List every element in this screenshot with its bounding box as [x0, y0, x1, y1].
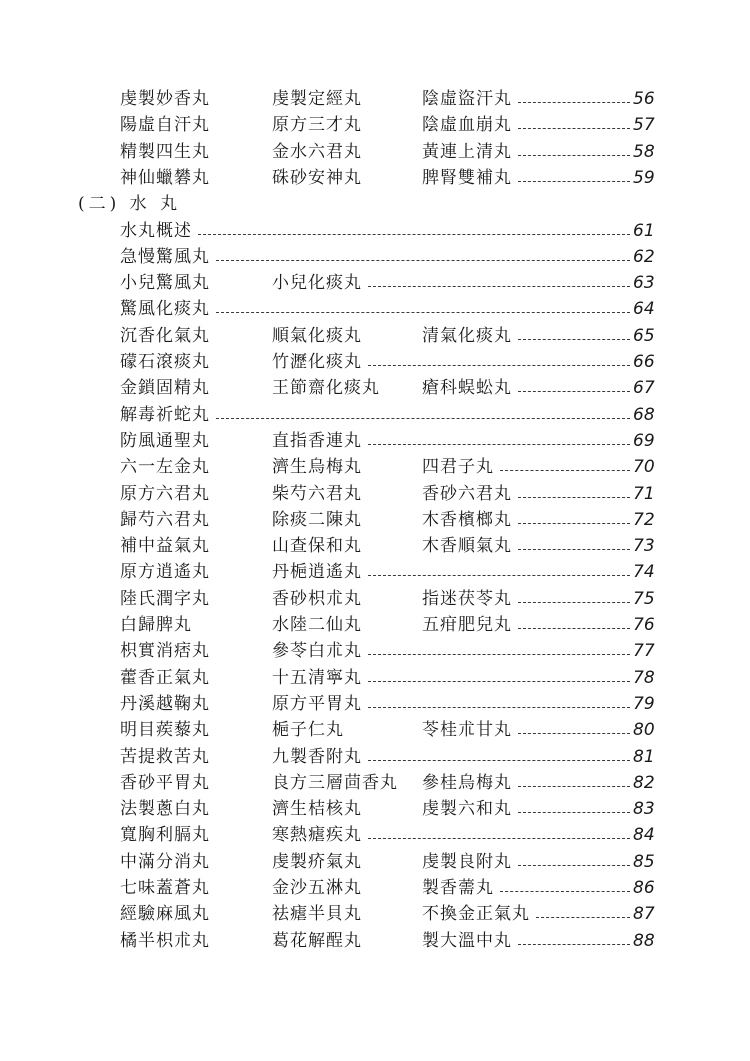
dot-leader — [518, 944, 630, 945]
toc-entry: 枳實消痞丸 — [120, 641, 210, 661]
toc-row — [0, 822, 750, 848]
toc-entry: 丹溪越鞠丸 — [120, 694, 210, 714]
toc-row — [0, 270, 750, 296]
toc-entry: 六一左金丸 — [120, 457, 210, 477]
dot-leader — [500, 470, 630, 471]
toc-entry: 白歸脾丸 — [120, 615, 192, 635]
toc-entry: 寬胸利膈丸 — [120, 825, 210, 845]
dot-leader — [368, 444, 630, 445]
toc-entry: 虔製定經丸 — [272, 89, 362, 109]
dot-leader — [518, 628, 630, 629]
page-number: 59 — [633, 168, 655, 188]
toc-row — [0, 612, 750, 638]
toc-row — [0, 112, 750, 138]
page-number: 83 — [633, 799, 655, 819]
toc-entry: 金鎖固精丸 — [120, 378, 210, 398]
toc-entry: 山查保和丸 — [272, 536, 362, 556]
toc-entry: 金水六君丸 — [272, 142, 362, 162]
toc-row — [0, 901, 750, 927]
page-number: 76 — [633, 615, 655, 635]
toc-entry: 精製四生丸 — [120, 142, 210, 162]
dot-leader — [518, 549, 630, 550]
toc-entry: 黃連上清丸 — [422, 142, 512, 162]
toc-row — [0, 218, 750, 244]
page-number: 61 — [633, 221, 655, 241]
page-number: 85 — [633, 852, 655, 872]
page-number: 75 — [633, 589, 655, 609]
dot-leader — [518, 497, 630, 498]
toc-entry: 原方逍遙丸 — [120, 562, 210, 582]
dot-leader — [198, 234, 630, 235]
page-number: 71 — [633, 484, 655, 504]
toc-entry: 不換金正氣丸 — [422, 904, 530, 924]
toc-row — [0, 638, 750, 664]
toc-entry: 中滿分消丸 — [120, 852, 210, 872]
page-number: 65 — [633, 326, 655, 346]
toc-entry: 虔製疥氣丸 — [272, 852, 362, 872]
toc-entry: 參苓白朮丸 — [272, 641, 362, 661]
dot-leader — [368, 365, 630, 366]
page-number: 58 — [633, 142, 655, 162]
toc-entry: 清氣化痰丸 — [422, 326, 512, 346]
dot-leader — [216, 260, 630, 261]
dot-leader — [216, 418, 630, 419]
toc-entry: 直指香連丸 — [272, 431, 362, 451]
toc-entry: 七味蓋蒼丸 — [120, 878, 210, 898]
toc-entry: 順氣化痰丸 — [272, 326, 362, 346]
toc-entry: 沉香化氣丸 — [120, 326, 210, 346]
toc-entry: 葛花解酲丸 — [272, 931, 362, 951]
dot-leader — [518, 733, 630, 734]
page-number: 64 — [633, 299, 655, 319]
toc-row — [0, 744, 750, 770]
toc-row — [0, 507, 750, 533]
page-number: 80 — [633, 720, 655, 740]
dot-leader — [518, 155, 630, 156]
toc-entry: 丹梔逍遙丸 — [272, 562, 362, 582]
toc-entry: 陸氏潤字丸 — [120, 589, 210, 609]
toc-entry: 香砂六君丸 — [422, 484, 512, 504]
toc-entry: 陽虛自汗丸 — [120, 115, 210, 135]
toc-row — [0, 928, 750, 954]
toc-entry: 歸芍六君丸 — [120, 510, 210, 530]
toc-row — [0, 86, 750, 112]
dot-leader — [518, 602, 630, 603]
toc-entry: 寒熱瘧疾丸 — [272, 825, 362, 845]
toc-entry: 香砂平胃丸 — [120, 773, 210, 793]
toc-entry: 水丸概述 — [120, 221, 192, 241]
page-number: 73 — [633, 536, 655, 556]
toc-entry: 補中益氣丸 — [120, 536, 210, 556]
dot-leader — [518, 339, 630, 340]
dot-leader — [368, 760, 630, 761]
toc-entry: 虔製六和丸 — [422, 799, 512, 819]
page-number: 88 — [633, 931, 655, 951]
toc-entry: 金沙五淋丸 — [272, 878, 362, 898]
toc-row — [0, 244, 750, 270]
toc-entry: 瘡科蜈蚣丸 — [422, 378, 512, 398]
dot-leader — [536, 917, 630, 918]
toc-row — [0, 454, 750, 480]
toc-entry: 硃砂安神丸 — [272, 168, 362, 188]
toc-row — [0, 296, 750, 322]
dot-leader — [518, 812, 630, 813]
toc-entry: 五疳肥兒丸 — [422, 615, 512, 635]
toc-row — [0, 796, 750, 822]
toc-entry: 苦提救苦丸 — [120, 747, 210, 767]
dot-leader — [368, 707, 630, 708]
toc-row — [0, 691, 750, 717]
toc-row — [0, 349, 750, 375]
toc-entry: 藿香正氣丸 — [120, 668, 210, 688]
page-number: 78 — [633, 668, 655, 688]
toc-entry: 脾腎雙補丸 — [422, 168, 512, 188]
toc-entry: 濟生烏梅丸 — [272, 457, 362, 477]
toc-row — [0, 875, 750, 901]
toc-entry: 陰虛血崩丸 — [422, 115, 512, 135]
page-number: 86 — [633, 878, 655, 898]
toc-entry: 小兒驚風丸 — [120, 273, 210, 293]
toc-row — [0, 586, 750, 612]
toc-entry: 神仙蠟礬丸 — [120, 168, 210, 188]
toc-row — [0, 481, 750, 507]
page-number: 68 — [633, 405, 655, 425]
toc-entry: 虔製妙香丸 — [120, 89, 210, 109]
toc-row — [0, 428, 750, 454]
toc-entry: 急慢驚風丸 — [120, 247, 210, 267]
toc-row — [0, 402, 750, 428]
toc-entry: 竹瀝化痰丸 — [272, 352, 362, 372]
toc-row — [0, 770, 750, 796]
page-number: 70 — [633, 457, 655, 477]
toc-entry: 製香薷丸 — [422, 878, 494, 898]
toc-entry: 防風通聖丸 — [120, 431, 210, 451]
page-number: 87 — [633, 904, 655, 924]
toc-entry: 驚風化痰丸 — [120, 299, 210, 319]
toc-entry: 經驗麻風丸 — [120, 904, 210, 924]
toc-entry: 原方六君丸 — [120, 484, 210, 504]
page-number: 82 — [633, 773, 655, 793]
toc-row — [0, 849, 750, 875]
toc-entry: 原方三才丸 — [272, 115, 362, 135]
toc-entry: 指迷茯苓丸 — [422, 589, 512, 609]
toc-entry: 除痰二陳丸 — [272, 510, 362, 530]
toc-row — [0, 139, 750, 165]
dot-leader — [518, 181, 630, 182]
dot-leader — [368, 681, 630, 682]
dot-leader — [368, 654, 630, 655]
toc-entry: 礞石滾痰丸 — [120, 352, 210, 372]
page-number: 62 — [633, 247, 655, 267]
toc-entry: 木香檳榔丸 — [422, 510, 512, 530]
toc-entry: 參桂烏梅丸 — [422, 773, 512, 793]
toc-entry: 濟生桔核丸 — [272, 799, 362, 819]
dot-leader — [518, 128, 630, 129]
page-number: 56 — [633, 89, 655, 109]
toc-row — [0, 717, 750, 743]
toc-entry: 祛瘧半貝丸 — [272, 904, 362, 924]
toc-entry: 九製香附丸 — [272, 747, 362, 767]
page-number: 74 — [633, 562, 655, 582]
toc-entry: 梔子仁丸 — [272, 720, 344, 740]
toc-entry: 十五清寧丸 — [272, 668, 362, 688]
toc-entry: 製大溫中丸 — [422, 931, 512, 951]
toc-row — [0, 533, 750, 559]
page-number: 69 — [633, 431, 655, 451]
dot-leader — [216, 312, 630, 313]
dot-leader — [518, 102, 630, 103]
toc-entry: 虔製良附丸 — [422, 852, 512, 872]
toc-entry: 苓桂朮甘丸 — [422, 720, 512, 740]
toc-row — [0, 165, 750, 191]
dot-leader — [518, 786, 630, 787]
toc-entry: 陰虛盜汗丸 — [422, 89, 512, 109]
page-number: 79 — [633, 694, 655, 714]
toc-entry: 王節齋化痰丸 — [272, 378, 380, 398]
toc-entry: 木香順氣丸 — [422, 536, 512, 556]
toc-entry: 香砂枳朮丸 — [272, 589, 362, 609]
dot-leader — [368, 286, 630, 287]
page-number: 77 — [633, 641, 655, 661]
page-number: 63 — [633, 273, 655, 293]
dot-leader — [368, 575, 630, 576]
toc-entry: 四君子丸 — [422, 457, 494, 477]
toc-row — [0, 323, 750, 349]
dot-leader — [518, 523, 630, 524]
toc-row — [0, 665, 750, 691]
toc-entry: 水陸二仙丸 — [272, 615, 362, 635]
toc-entry: 原方平胃丸 — [272, 694, 362, 714]
page-number: 72 — [633, 510, 655, 530]
toc-row — [0, 375, 750, 401]
toc-row — [0, 559, 750, 585]
toc-entry: 橘半枳朮丸 — [120, 931, 210, 951]
toc-entry: 法製蔥白丸 — [120, 799, 210, 819]
toc-entry: 明目蒺藜丸 — [120, 720, 210, 740]
dot-leader — [518, 865, 630, 866]
toc-entry: 小兒化痰丸 — [272, 273, 362, 293]
toc-entry: 柴芍六君丸 — [272, 484, 362, 504]
dot-leader — [368, 838, 630, 839]
page-number: 66 — [633, 352, 655, 372]
toc-entry: 解毒祈蛇丸 — [120, 405, 210, 425]
toc-entry: 良方三層茴香丸 — [272, 773, 398, 793]
dot-leader — [518, 391, 630, 392]
page-number: 57 — [633, 115, 655, 135]
page-number: 67 — [633, 378, 655, 398]
page-number: 84 — [633, 825, 655, 845]
page-number: 81 — [633, 747, 655, 767]
section-heading: (二) 水 丸 — [78, 194, 182, 214]
dot-leader — [500, 891, 630, 892]
